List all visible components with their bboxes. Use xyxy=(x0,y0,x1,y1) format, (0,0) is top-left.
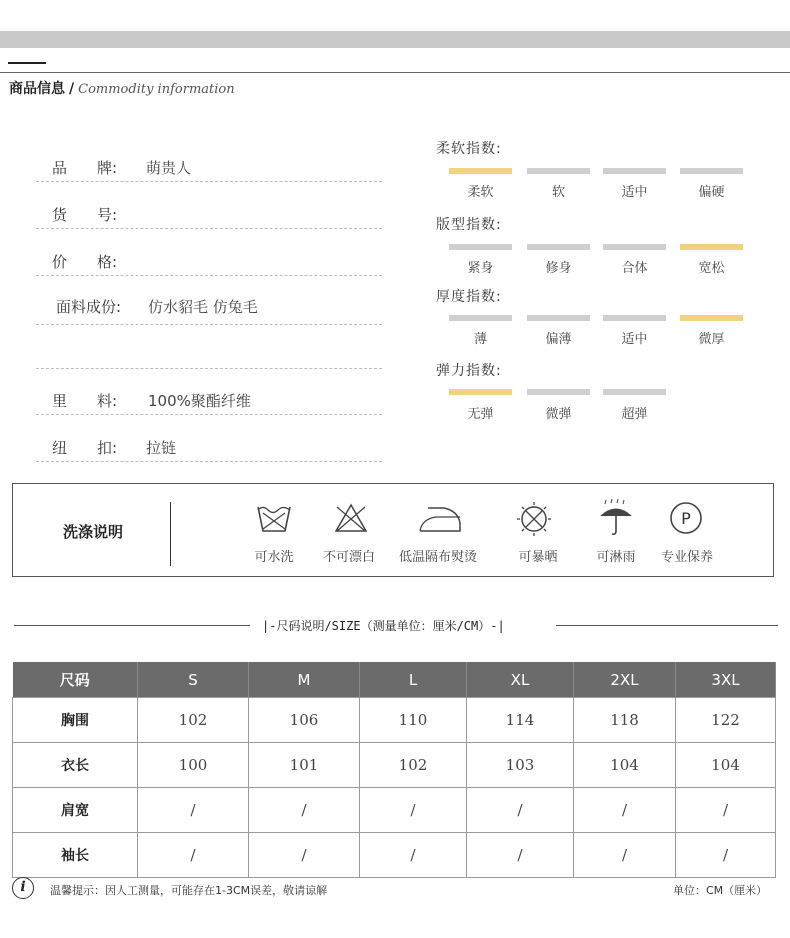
fit-bar-3 xyxy=(603,244,666,250)
table-cell: 103 xyxy=(467,743,574,788)
title-slash: / xyxy=(69,81,75,97)
thickness-label: 微厚 xyxy=(698,332,725,347)
svg-text:P: P xyxy=(681,509,691,528)
header-cell: L xyxy=(360,662,467,698)
table-cell: 101 xyxy=(249,743,360,788)
row-label: 肩宽 xyxy=(13,788,138,833)
hand-wash-icon xyxy=(254,499,294,539)
thickness-label: 偏薄 xyxy=(545,332,572,347)
fit-bar-4 xyxy=(680,244,743,250)
attr-key: 里 料: xyxy=(52,392,118,410)
attr-key: 品 牌: xyxy=(52,159,118,177)
softness-bar-2 xyxy=(527,168,590,174)
table-cell: / xyxy=(360,788,467,833)
attr-row-button xyxy=(36,437,382,462)
softness-label: 适中 xyxy=(621,185,648,200)
table-cell: / xyxy=(360,833,467,878)
size-table xyxy=(12,662,776,878)
attr-value: 萌贵人 xyxy=(146,159,192,177)
table-cell: 104 xyxy=(574,743,676,788)
table-cell: / xyxy=(249,833,360,878)
info-icon: i xyxy=(12,877,34,899)
elasticity-label: 超弹 xyxy=(621,407,648,422)
table-cell: 122 xyxy=(676,698,776,743)
table-cell: 106 xyxy=(249,698,360,743)
softness-index-title: 柔软指数: xyxy=(436,141,502,157)
attr-value: 仿水貂毛 仿兔毛 xyxy=(148,298,258,316)
elasticity-index-title: 弹力指数: xyxy=(436,363,502,379)
table-cell: / xyxy=(676,788,776,833)
header-cell: XL xyxy=(467,662,574,698)
row-label: 袖长 xyxy=(13,833,138,878)
softness-label: 柔软 xyxy=(467,185,494,200)
wash-title: 洗涤说明 xyxy=(63,523,124,541)
fit-bar-2 xyxy=(527,244,590,250)
unit-text: 单位：CM（厘米） xyxy=(673,884,768,897)
thickness-bar-3 xyxy=(603,315,666,321)
header-cell: S xyxy=(138,662,249,698)
elasticity-label: 无弹 xyxy=(467,407,494,422)
wash-label-hand-wash: 可水洗 xyxy=(254,550,294,565)
attr-key: 价 格: xyxy=(52,253,118,271)
attr-row-lining xyxy=(36,390,382,415)
attr-row-blank xyxy=(36,344,382,369)
table-cell: 102 xyxy=(360,743,467,788)
table-cell: 114 xyxy=(467,698,574,743)
header-cell: M xyxy=(249,662,360,698)
table-row xyxy=(13,698,776,743)
table-cell: 118 xyxy=(574,698,676,743)
table-cell: 102 xyxy=(138,698,249,743)
fit-label: 修身 xyxy=(545,261,572,276)
fit-label: 紧身 xyxy=(467,261,494,276)
row-label: 胸围 xyxy=(13,698,138,743)
wash-divider xyxy=(170,502,171,566)
professional-care-icon xyxy=(666,499,706,539)
section-title-en: Commodity information xyxy=(78,82,235,97)
thickness-bar-1 xyxy=(449,315,512,321)
fit-label: 宽松 xyxy=(698,261,725,276)
wash-label-professional-care: 专业保养 xyxy=(660,550,713,565)
attr-row-item-no xyxy=(36,204,382,229)
top-banner-band xyxy=(0,31,790,48)
row-label: 衣长 xyxy=(13,743,138,788)
wash-label-iron: 低温隔布熨烫 xyxy=(398,550,477,565)
sun-dry-icon xyxy=(514,499,554,539)
table-cell: 110 xyxy=(360,698,467,743)
attr-key: 纽 扣: xyxy=(52,439,118,457)
fit-bar-1 xyxy=(449,244,512,250)
table-cell: 100 xyxy=(138,743,249,788)
thickness-index-title: 厚度指数: xyxy=(436,289,502,305)
table-row xyxy=(13,743,776,788)
table-cell: / xyxy=(676,833,776,878)
fit-index-title: 版型指数: xyxy=(436,217,502,233)
table-cell: / xyxy=(574,788,676,833)
header-cell: 尺码 xyxy=(13,662,138,698)
attr-row-fabric xyxy=(36,296,382,325)
softness-bar-1 xyxy=(449,168,512,174)
attr-row-price xyxy=(36,251,382,276)
table-cell: / xyxy=(574,833,676,878)
size-heading-line-left xyxy=(14,625,250,626)
header-divider xyxy=(0,72,790,73)
thickness-label: 薄 xyxy=(473,332,487,347)
size-heading: |-尺码说明/SIZE（测量单位：厘米/CM）-| xyxy=(262,619,505,633)
tip-text: 温馨提示：因人工测量，可能存在1-3CM误差，敬请谅解 xyxy=(50,884,328,897)
table-cell: 104 xyxy=(676,743,776,788)
softness-bar-3 xyxy=(603,168,666,174)
umbrella-icon xyxy=(596,499,636,539)
softness-label: 软 xyxy=(551,185,565,200)
fit-label: 合体 xyxy=(621,261,648,276)
section-title-cn: 商品信息 xyxy=(9,81,65,97)
table-cell: / xyxy=(467,788,574,833)
attr-value: 拉链 xyxy=(146,439,177,457)
thickness-bar-2 xyxy=(527,315,590,321)
accent-line xyxy=(8,62,46,64)
attr-value: 100%聚酯纤维 xyxy=(148,392,251,410)
softness-bar-4 xyxy=(680,168,743,174)
table-cell: / xyxy=(249,788,360,833)
attr-key: 货 号: xyxy=(52,206,118,224)
section-title xyxy=(9,78,235,98)
size-table-header xyxy=(13,662,776,698)
attr-row-brand xyxy=(36,157,382,182)
attr-key: 面料成份: xyxy=(56,298,122,316)
table-cell: / xyxy=(138,833,249,878)
wash-label-sun-dry: 可暴晒 xyxy=(518,550,558,565)
table-cell: / xyxy=(467,833,574,878)
no-bleach-icon xyxy=(331,499,371,539)
elasticity-label: 微弹 xyxy=(545,407,572,422)
elasticity-bar-3 xyxy=(603,389,666,395)
softness-label: 偏硬 xyxy=(698,185,725,200)
table-row xyxy=(13,833,776,878)
size-heading-line-right xyxy=(556,625,778,626)
table-cell: / xyxy=(138,788,249,833)
iron-icon xyxy=(416,499,464,539)
elasticity-bar-2 xyxy=(527,389,590,395)
table-row xyxy=(13,788,776,833)
wash-label-umbrella: 可淋雨 xyxy=(596,550,636,565)
wash-label-no-bleach: 不可漂白 xyxy=(322,550,375,565)
thickness-label: 适中 xyxy=(621,332,648,347)
thickness-bar-4 xyxy=(680,315,743,321)
header-cell: 3XL xyxy=(676,662,776,698)
elasticity-bar-1 xyxy=(449,389,512,395)
header-cell: 2XL xyxy=(574,662,676,698)
